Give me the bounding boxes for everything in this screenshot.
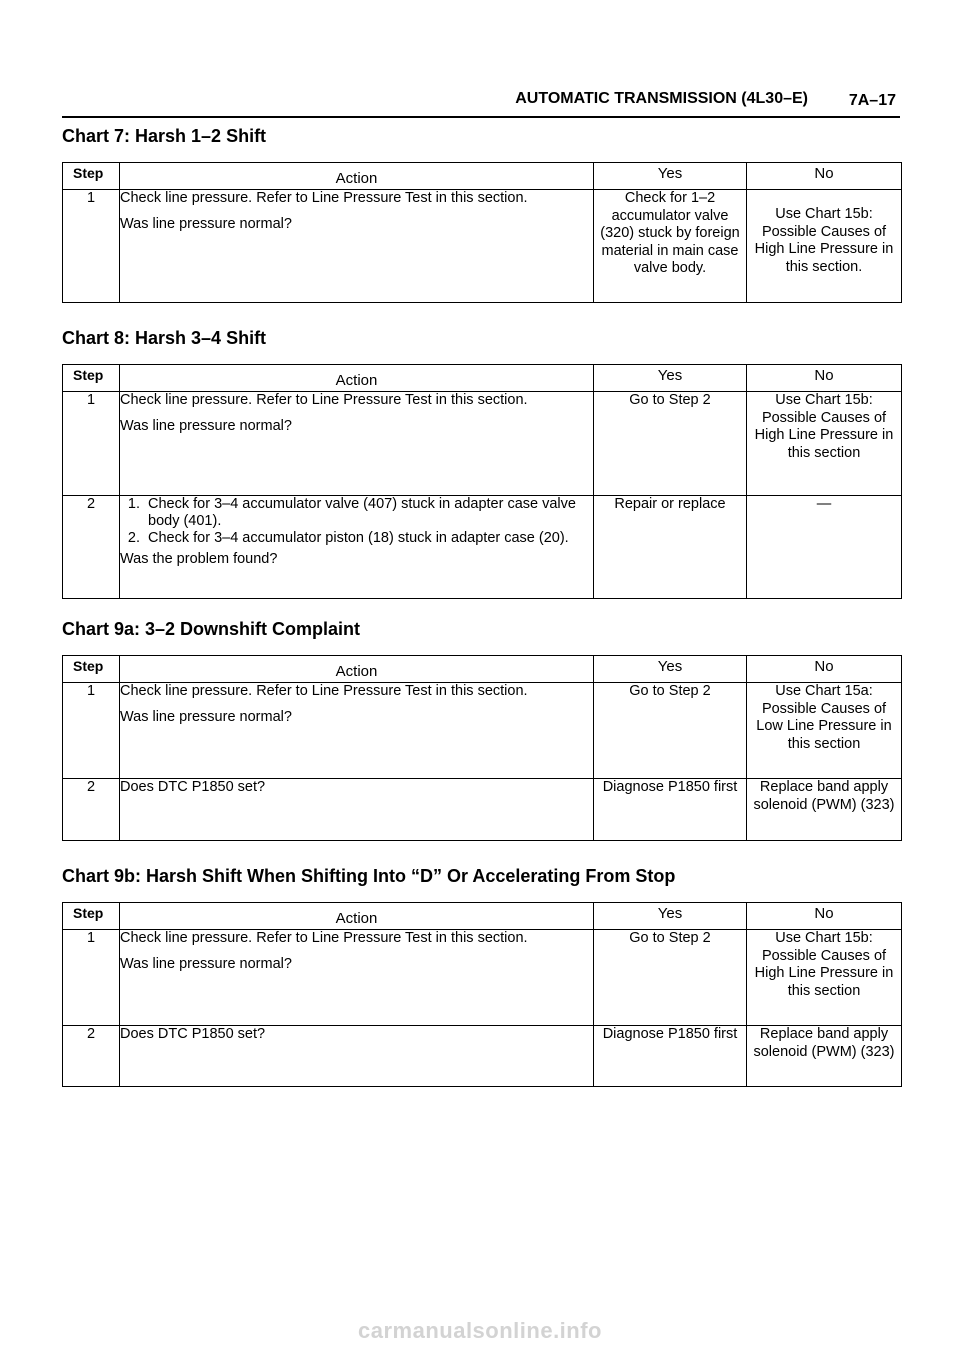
- header-yes: Yes: [594, 163, 747, 190]
- step-number: 1: [63, 683, 120, 779]
- header-no: No: [747, 365, 902, 392]
- table-header-row: [63, 903, 902, 930]
- step-number: 2: [63, 779, 120, 841]
- no-cell: Replace band apply solenoid (PWM) (323): [747, 1026, 902, 1087]
- chart-9a-table: [62, 655, 902, 841]
- chart-9a-title: Chart 9a: 3–2 Downshift Complaint: [62, 619, 361, 639]
- table-header-row: [63, 656, 902, 683]
- action-cell: Does DTC P1850 set?: [120, 779, 594, 841]
- header-action: Action: [120, 163, 594, 190]
- header-no: No: [747, 656, 902, 683]
- action-cell: Check line pressure. Refer to Line Pressure Test in this section. Was line pressure normal?: [120, 392, 594, 496]
- table-row: [63, 496, 902, 599]
- action-cell: Does DTC P1850 set?: [120, 1026, 594, 1087]
- table-row: [63, 779, 902, 841]
- table-row: [63, 930, 902, 1026]
- yes-cell: Diagnose P1850 first: [594, 779, 747, 841]
- page-number: 7A–17: [848, 92, 896, 109]
- step-number: 1: [63, 190, 120, 303]
- yes-cell: Go to Step 2: [594, 392, 747, 496]
- action-cell: Check line pressure. Refer to Line Pressure Test in this section. Was line pressure normal?: [120, 683, 594, 779]
- no-cell: —: [747, 496, 902, 599]
- yes-cell: Diagnose P1850 first: [594, 1026, 747, 1087]
- step-number: 1: [63, 930, 120, 1026]
- step-number: 1: [63, 392, 120, 496]
- step-number: 2: [63, 496, 120, 599]
- page-header: [62, 88, 900, 118]
- header-action: Action: [120, 656, 594, 683]
- action-cell: 1. Check for 3–4 accumulator valve (407) stuck in adapter case valve body (401). 2. Check for 3–4 accumulator piston (18) stuck in adapter case (20). Was the problem found?: [120, 496, 594, 599]
- header-yes: Yes: [594, 656, 747, 683]
- yes-cell: Repair or replace: [594, 496, 747, 599]
- list-item: 1. Check for 3–4 accumulator valve (407) stuck in adapter case valve body (401).: [144, 496, 593, 530]
- no-cell: Use Chart 15b: Possible Causes of High Line Pressure in this section.: [747, 190, 902, 303]
- no-cell: Replace band apply solenoid (PWM) (323): [747, 779, 902, 841]
- header-no: No: [747, 163, 902, 190]
- action-cell: Check line pressure. Refer to Line Pressure Test in this section. Was line pressure normal?: [120, 930, 594, 1026]
- chart-7-table: [62, 162, 902, 303]
- chart-8-table: [62, 364, 902, 599]
- action-cell: Check line pressure. Refer to Line Pressure Test in this section. Was line pressure normal?: [120, 190, 594, 303]
- header-step: Step: [63, 656, 120, 683]
- table-row: [63, 683, 902, 779]
- chart-9b-table: [62, 902, 902, 1087]
- table-header-row: [63, 365, 902, 392]
- section-title: AUTOMATIC TRANSMISSION (4L30–E): [515, 90, 808, 107]
- yes-cell: Go to Step 2: [594, 683, 747, 779]
- no-cell: Use Chart 15a: Possible Causes of Low Line Pressure in this section: [747, 683, 902, 779]
- table-row: [63, 392, 902, 496]
- header-yes: Yes: [594, 365, 747, 392]
- table-row: [63, 1026, 902, 1087]
- header-step: Step: [63, 903, 120, 930]
- watermark-footer: carmanualsonline.info: [358, 1318, 602, 1343]
- chart-8-title: Chart 8: Harsh 3–4 Shift: [62, 328, 267, 348]
- table-header-row: [63, 163, 902, 190]
- header-step: Step: [63, 163, 120, 190]
- header-action: Action: [120, 365, 594, 392]
- header-action: Action: [120, 903, 594, 930]
- chart-9b-title: Chart 9b: Harsh Shift When Shifting Into “D” Or Accelerating From Stop: [62, 866, 676, 886]
- yes-cell: Go to Step 2: [594, 930, 747, 1026]
- no-cell: Use Chart 15b: Possible Causes of High Line Pressure in this section: [747, 392, 902, 496]
- header-no: No: [747, 903, 902, 930]
- header-step: Step: [63, 365, 120, 392]
- header-yes: Yes: [594, 903, 747, 930]
- yes-cell: Check for 1–2 accumulator valve (320) stuck by foreign material in main case valve body.: [594, 190, 747, 303]
- no-cell: Use Chart 15b: Possible Causes of High Line Pressure in this section: [747, 930, 902, 1026]
- table-row: [63, 190, 902, 303]
- step-number: 2: [63, 1026, 120, 1087]
- list-item: 2. Check for 3–4 accumulator piston (18) stuck in adapter case (20).: [144, 530, 593, 547]
- chart-7-title: Chart 7: Harsh 1–2 Shift: [62, 126, 267, 146]
